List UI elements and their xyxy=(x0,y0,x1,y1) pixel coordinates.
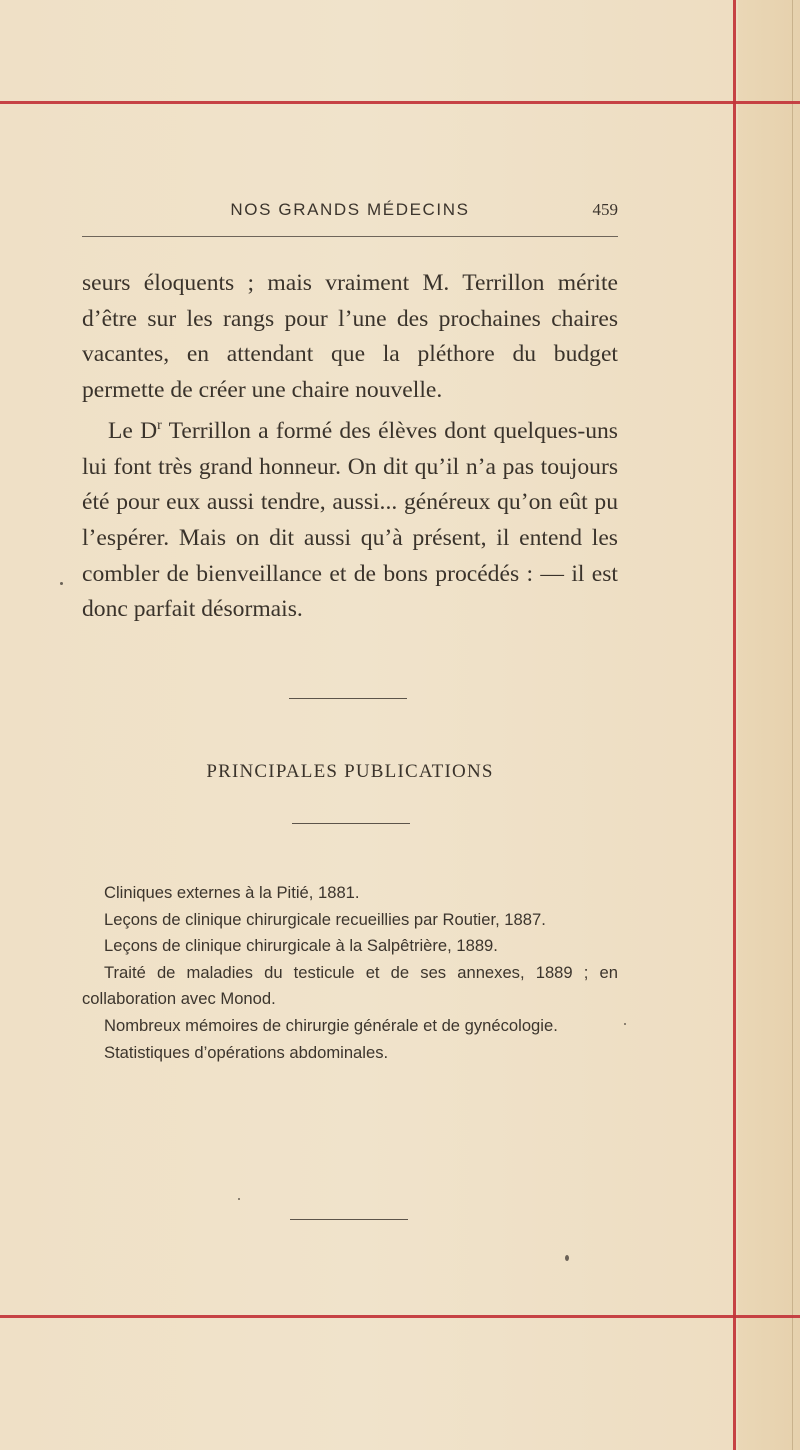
red-rule-top xyxy=(0,101,800,104)
ink-speck xyxy=(624,1023,626,1025)
paragraph-2 xyxy=(82,408,618,627)
doctor-superscript: r xyxy=(157,418,162,434)
page-edge-line xyxy=(792,0,793,1450)
running-header xyxy=(82,198,618,228)
running-title: NOS GRANDS MÉDECINS xyxy=(230,200,470,219)
publications-list xyxy=(82,880,618,1066)
paragraph-1: seurs éloquents ; mais vraiment M. Terrillon mérite d’être sur les rangs pour l’une des prochaines chaires vacantes, en attendant que la pléthore du budget permette de créer une chaire nouvelle. xyxy=(82,270,618,403)
section-title: PRINCIPALES PUBLICATIONS xyxy=(206,761,494,782)
publication-item: Leçons de clinique chirurgicale à la Salpêtrière, 1889. xyxy=(104,936,498,956)
publication-item: Traité de maladies du testicule et de ses annexes, 1889 ; en collaboration avec Monod. xyxy=(82,962,618,1009)
publication-item: Statistiques d’opérations abdominales. xyxy=(104,1042,389,1062)
publication-item: Cliniques externes à la Pitié, 1881. xyxy=(104,883,360,902)
publication-item: Leçons de clinique chirurgicale recueillies par Routier, 1887. xyxy=(104,909,546,929)
ink-speck xyxy=(60,582,63,585)
header-rule xyxy=(82,236,618,237)
page-number: 459 xyxy=(592,200,618,219)
red-rule-vertical xyxy=(733,0,736,1450)
body-text xyxy=(82,266,618,628)
paragraph-2-rest: Terrillon a formé des élèves dont quelques-uns lui font très grand honneur. On dit qu’il n’a pas toujours été pour eux aussi tendre, aussi... généreux qu’on eût pu l’espérer. Mais on dit aussi qu’à présent, il entend les combler de bienveillance et de bons procédés : — il est donc parfait désormais. xyxy=(82,418,618,623)
separator-top xyxy=(289,698,407,699)
ink-speck xyxy=(565,1255,569,1261)
separator-bottom xyxy=(290,1219,408,1220)
red-rule-bottom xyxy=(0,1315,800,1318)
next-page-edge xyxy=(738,0,800,1450)
publication-item: Nombreux mémoires de chirurgie générale et de gynécologie. xyxy=(104,1015,558,1035)
paragraph-2-prefix: Le D xyxy=(108,418,158,445)
ink-speck xyxy=(238,1198,240,1200)
separator-middle xyxy=(292,823,410,824)
